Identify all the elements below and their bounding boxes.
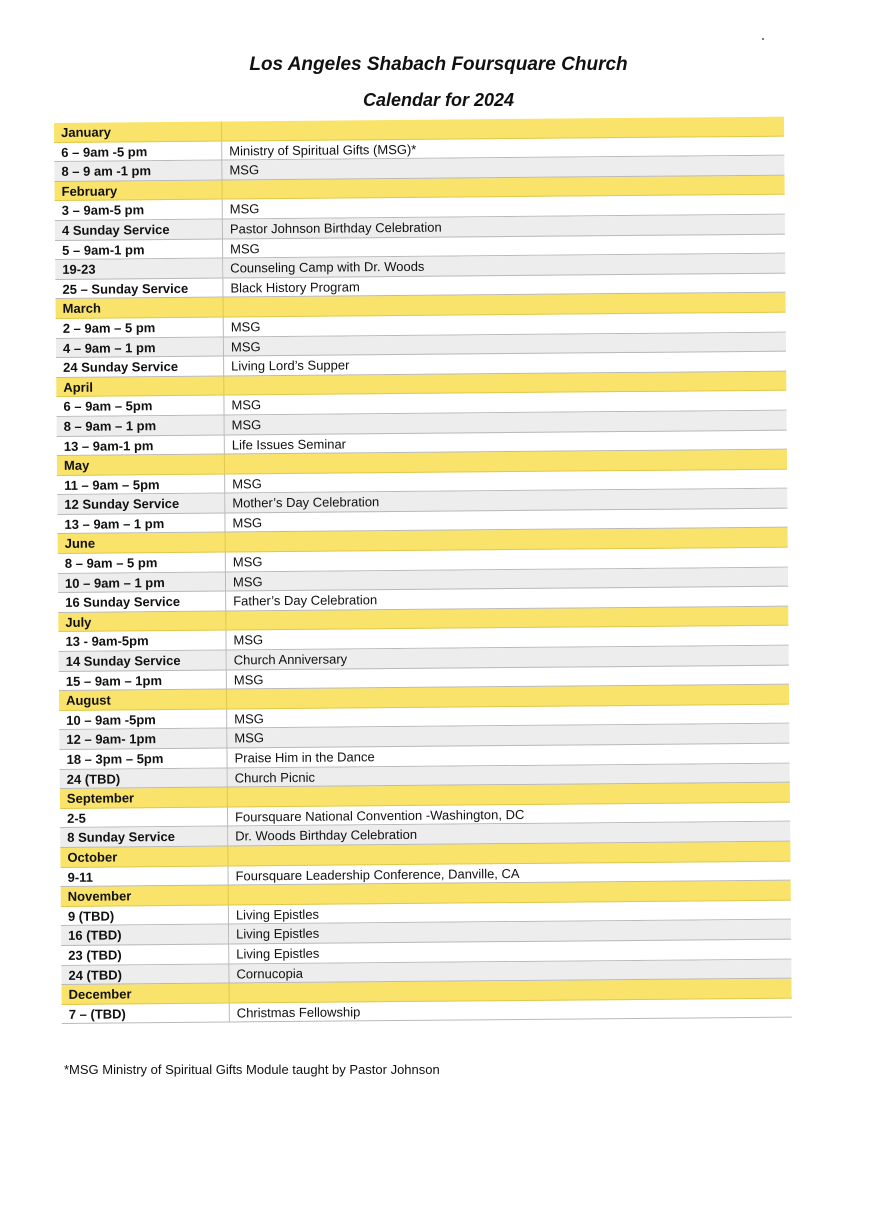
event-date: 24 Sunday Service [56, 357, 224, 378]
event-description: Father’s Day Celebration [226, 587, 788, 611]
event-description: Church Anniversary [227, 646, 789, 670]
event-description: Living Epistles [229, 940, 791, 964]
event-date: 24 (TBD) [60, 768, 228, 789]
event-description: MSG [226, 626, 788, 650]
month-label: September [60, 788, 228, 809]
event-date: 13 - 9am-5pm [58, 631, 226, 652]
event-description: Foursquare National Convention -Washington, DC [228, 802, 790, 826]
event-date: 2-5 [60, 807, 228, 828]
event-date: 13 – 9am-1 pm [57, 435, 225, 456]
event-date: 10 – 9am -5pm [59, 709, 227, 730]
month-label: December [62, 984, 230, 1005]
event-date: 18 – 3pm – 5pm [59, 749, 227, 770]
event-date: 4 Sunday Service [55, 219, 223, 240]
event-date: 16 Sunday Service [58, 592, 226, 613]
event-description: MSG [226, 567, 788, 591]
event-description: MSG [226, 548, 788, 572]
event-description: Living Lord’s Supper [224, 352, 786, 376]
event-date: 5 – 9am-1 pm [55, 239, 223, 260]
event-date: 23 (TBD) [61, 944, 229, 965]
event-description: Black History Program [223, 273, 785, 297]
month-label: June [58, 533, 226, 554]
month-label: January [54, 122, 222, 143]
scan-speck [762, 38, 764, 40]
event-description: MSG [227, 724, 789, 748]
event-description: Living Epistles [229, 900, 791, 924]
event-description: MSG [224, 391, 786, 415]
event-date: 6 – 9am -5 pm [54, 141, 222, 162]
event-description: MSG [224, 313, 786, 337]
month-label: May [57, 455, 225, 476]
event-description: MSG [224, 332, 786, 356]
month-label: March [56, 298, 224, 319]
month-label: November [61, 886, 229, 907]
event-description: Life Issues Seminar [225, 430, 787, 454]
event-date: 13 – 9am – 1 pm [57, 513, 225, 534]
event-date: 9-11 [60, 866, 228, 887]
month-label: April [56, 376, 224, 397]
month-label: October [60, 846, 228, 867]
event-description: MSG [225, 508, 787, 532]
event-date: 14 Sunday Service [59, 651, 227, 672]
event-date: 8 – 9 am -1 pm [54, 161, 222, 182]
event-date: 10 – 9am – 1 pm [58, 572, 226, 593]
event-date: 12 Sunday Service [57, 494, 225, 515]
event-description: Church Picnic [228, 763, 790, 787]
event-date: 6 – 9am – 5pm [56, 396, 224, 417]
event-description: Counseling Camp with Dr. Woods [223, 254, 785, 278]
event-description: Mother’s Day Celebration [225, 489, 787, 513]
event-description: MSG [222, 156, 784, 180]
event-description: Cornucopia [229, 959, 791, 983]
event-date: 8 – 9am – 1 pm [57, 415, 225, 436]
event-date: 8 Sunday Service [60, 827, 228, 848]
calendar-table [54, 117, 792, 1025]
event-description: Foursquare Leadership Conference, Danville, CA [228, 861, 790, 885]
month-label: July [58, 611, 226, 632]
event-date: 9 (TBD) [61, 905, 229, 926]
event-description: MSG [227, 665, 789, 689]
event-description: Christmas Fellowship [230, 998, 792, 1022]
event-date: 4 – 9am – 1 pm [56, 337, 224, 358]
event-description: Pastor Johnson Birthday Celebration [223, 215, 785, 239]
event-description: Praise Him in the Dance [227, 744, 789, 768]
month-label: February [55, 180, 223, 201]
month-label: August [59, 690, 227, 711]
event-description: MSG [225, 469, 787, 493]
event-description: MSG [227, 704, 789, 728]
event-date: 24 (TBD) [61, 964, 229, 985]
document-subtitle: Calendar for 2024 [362, 90, 515, 110]
event-date: 2 – 9am – 5 pm [56, 317, 224, 338]
event-date: 16 (TBD) [61, 925, 229, 946]
event-description: MSG [225, 411, 787, 435]
event-description: Dr. Woods Birthday Celebration [228, 822, 790, 846]
event-date: 15 – 9am – 1pm [59, 670, 227, 691]
event-date: 7 – (TBD) [62, 1003, 230, 1024]
document-title: Los Angeles Shabach Foursquare Church [249, 54, 628, 75]
event-description: MSG [223, 234, 785, 258]
event-date: 8 – 9am – 5 pm [58, 553, 226, 574]
event-date: 19-23 [55, 259, 223, 280]
event-description: MSG [223, 195, 785, 219]
event-description: Living Epistles [229, 920, 791, 944]
event-date: 25 – Sunday Service [55, 278, 223, 299]
event-date: 12 – 9am- 1pm [59, 729, 227, 750]
event-description: Ministry of Spiritual Gifts (MSG)* [222, 136, 784, 160]
event-date: 11 – 9am – 5pm [57, 474, 225, 495]
footnote: *MSG Ministry of Spiritual Gifts Module taught by Pastor Johnson [64, 1062, 440, 1077]
event-date: 3 – 9am-5 pm [55, 200, 223, 221]
